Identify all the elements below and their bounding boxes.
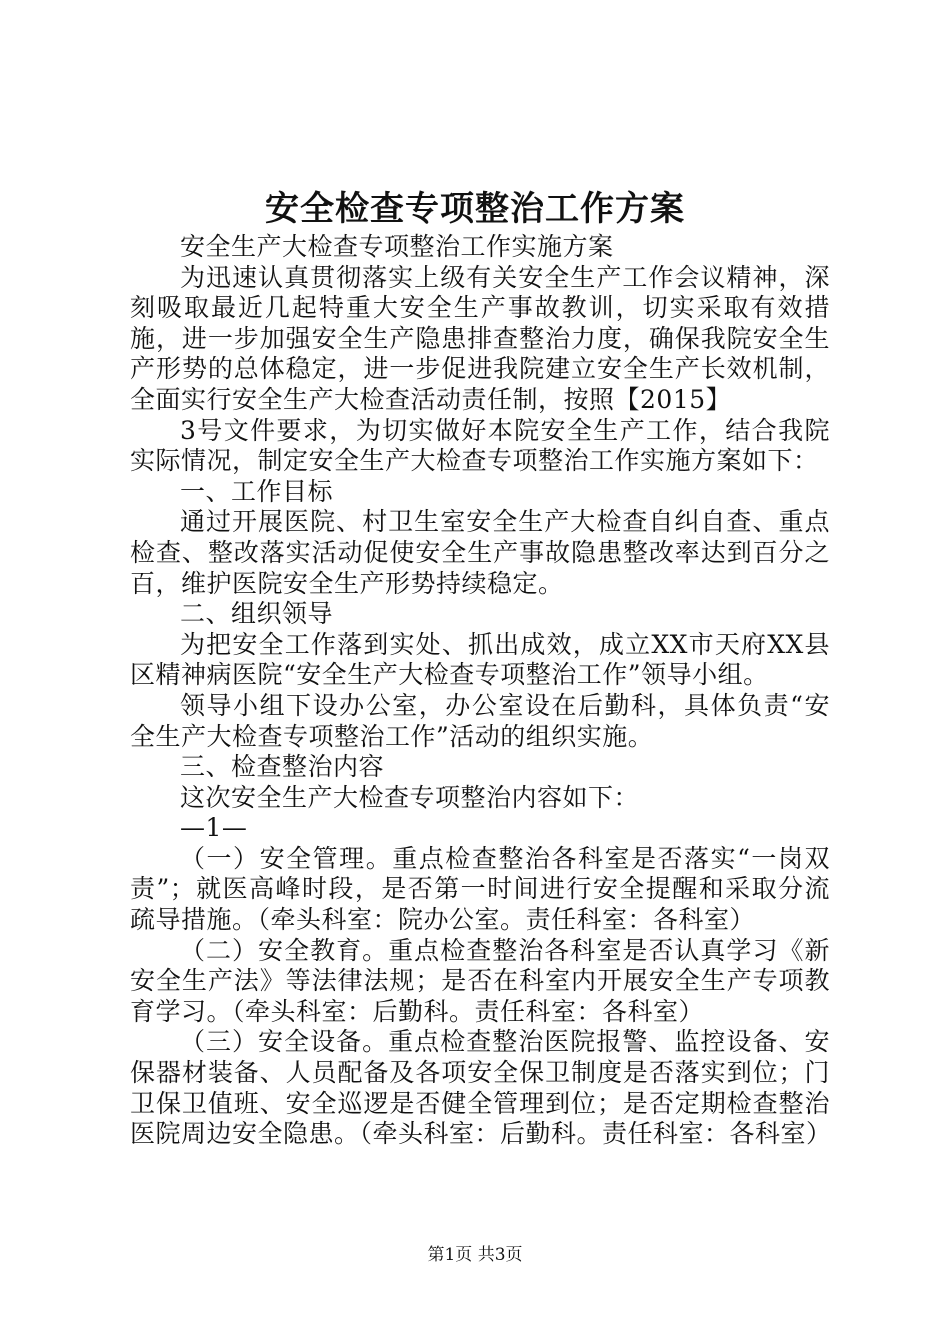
paragraph-leadership-office: 领导小组下设办公室，办公室设在后勤科，具体负责“安全生产大检查专项整治工作”活动的组织实施。 [130,690,830,751]
page-footer: 第1页 共3页 [427,1245,523,1265]
document-body [130,232,830,1150]
section-heading-goals: 一、工作目标 [180,476,334,506]
paragraph-item-2: （二）安全教育。重点检查整治各科室是否认真学习《新安全生产法》等法律法规；是否在科室内开展安全生产专项教育学习。（牵头科室：后勤科。责任科室：各科室） [130,935,830,1026]
paragraph-item-3: （三）安全设备。重点检查整治医院报警、监控设备、安保器材装备、人员配备及各项安全保卫制度是否落实到位；门卫保卫值班、安全巡逻是否健全管理到位；是否定期检查整治医院周边安全隐患。（牵头科室：后勤科。责任科室：各科室） [130,1027,832,1149]
paragraph-intro: 为迅速认真贯彻落实上级有关安全生产工作会议精神，深刻吸取最近几起特重大安全生产事故教训，切实采取有效措施，进一步加强安全生产隐患排查整治力度，确保我院安全生产形势的总体稳定，进一步促进我院建立安全生产长效机制，全面实行安全生产大检查活动责任制，按照【2015】 [130,262,830,414]
paragraph-goals: 通过开展医院、村卫生室安全生产大检查自纠自查、重点检查、整改落实活动促使安全生产事故隐患整改率达到百分之百，维护医院安全生产形势持续稳定。 [130,507,830,598]
section-heading-content: 三、检查整治内容 [180,752,385,782]
paragraph-content-intro: 这次安全生产大检查专项整治内容如下： [180,782,640,812]
paragraph-subtitle: 安全生产大检查专项整治工作实施方案 [180,232,614,261]
section-heading-leadership: 二、组织领导 [180,599,334,629]
paragraph-intro-continued: 3号文件要求，为切实做好本院安全生产工作，结合我院实际情况，制定安全生产大检查专项整治工作实施方案如下： [130,415,830,476]
paragraph-leadership-group: 为把安全工作落到实处、抓出成效，成立XX市天府XX县区精神病医院“安全生产大检查专项整治工作”领导小组。 [130,629,830,690]
document-title: 安全检查专项整治工作方案 [265,189,685,229]
page-marker: —1— [180,813,248,843]
paragraph-item-1: （一）安全管理。重点检查整治各科室是否落实“一岗双责”；就医高峰时段，是否第一时间进行安全提醒和采取分流疏导措施。（牵头科室：院办公室。责任科室：各科室） [130,843,830,935]
